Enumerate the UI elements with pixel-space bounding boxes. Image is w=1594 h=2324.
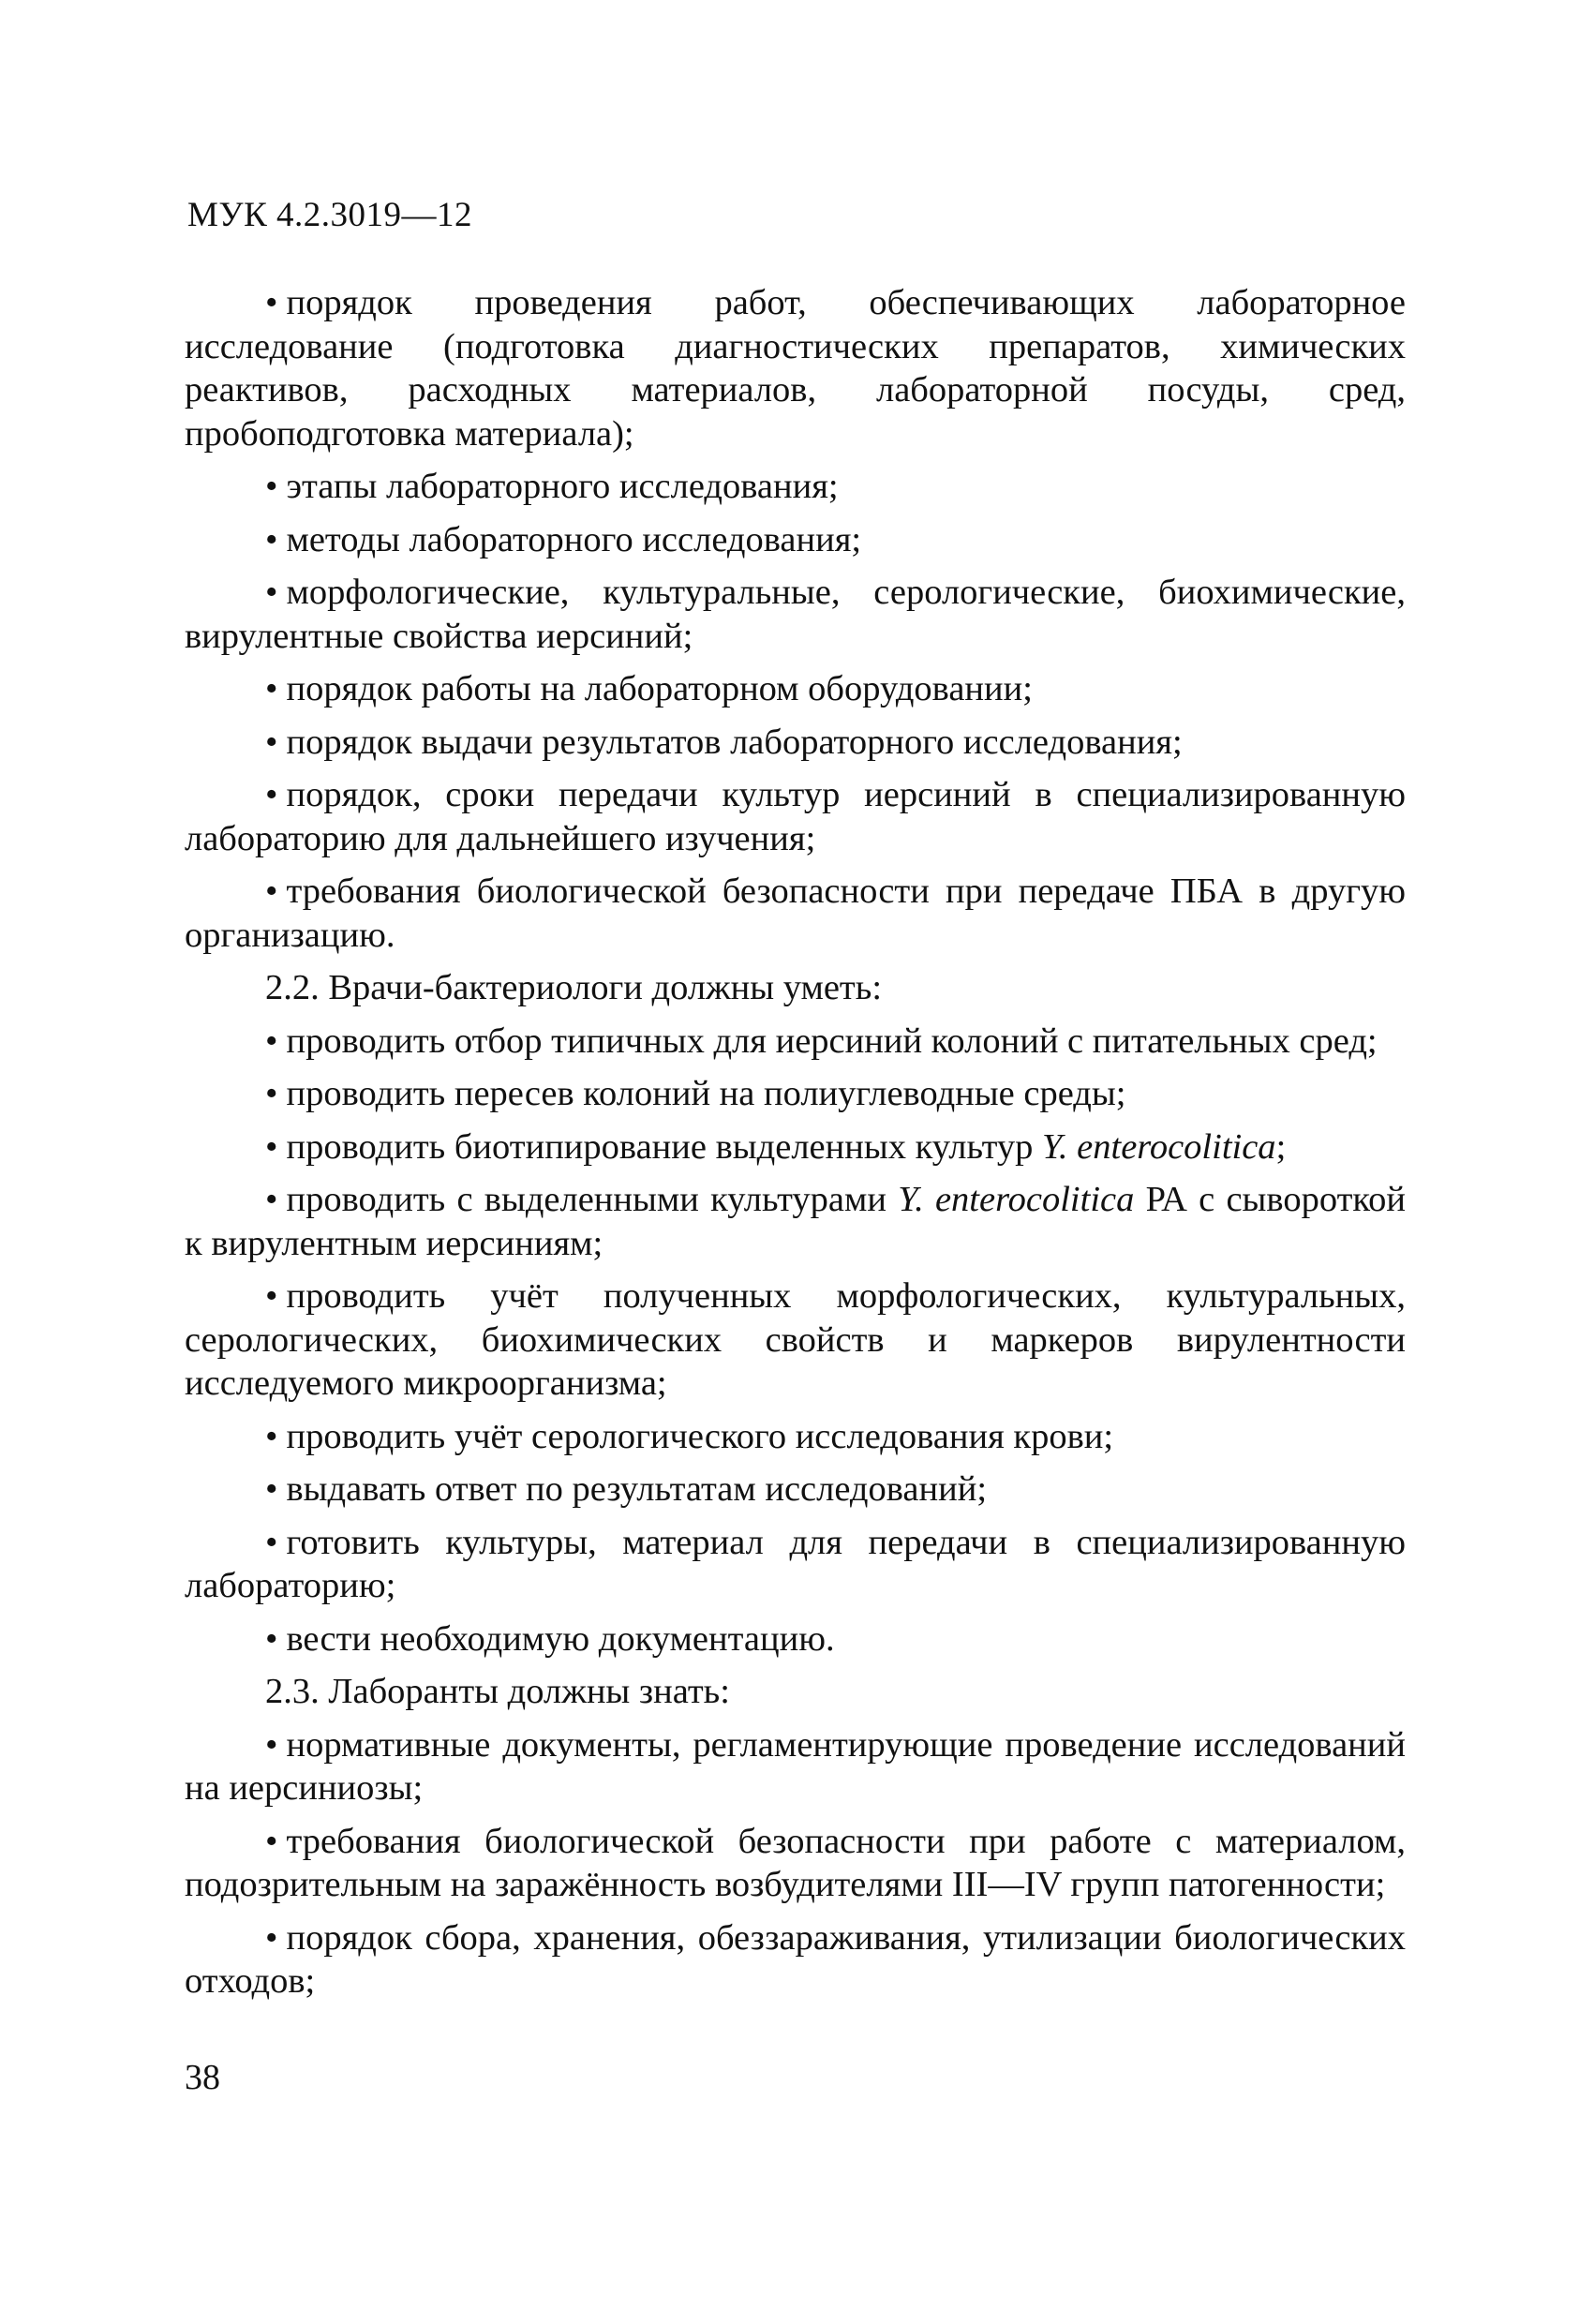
paragraph-text: порядок работы на лабораторном оборудовании; bbox=[286, 669, 1033, 708]
paragraph bbox=[185, 1020, 1406, 1064]
paragraph bbox=[185, 281, 1406, 455]
species-name: Y. enterocolitica bbox=[898, 1180, 1135, 1219]
bullet-icon: • bbox=[265, 573, 278, 612]
paragraph-text: проводить биотипирование выделенных культур bbox=[286, 1126, 1043, 1167]
paragraph-text: требования биологической безопасности при работе с материалом, подозрительным на заражённость возбудителями III—IV групп патогенности; bbox=[185, 1821, 1406, 1904]
paragraph bbox=[185, 1178, 1406, 1265]
paragraph-text: морфологические, культуральные, серологические, биохимические, вирулентные свойства иерсиний; bbox=[185, 573, 1406, 656]
bullet-icon: • bbox=[265, 872, 278, 911]
bullet-icon: • bbox=[265, 1074, 278, 1113]
bullet-icon: • bbox=[265, 669, 278, 708]
document-header: МУК 4.2.3019—12 bbox=[187, 196, 473, 234]
paragraph bbox=[185, 870, 1406, 957]
paragraph-text: этапы лабораторного исследования; bbox=[286, 467, 839, 506]
paragraph-text: проводить пересев колоний на полиуглеводные среды; bbox=[286, 1074, 1126, 1113]
paragraph bbox=[185, 1521, 1406, 1608]
bullet-icon: • bbox=[265, 1020, 278, 1061]
paragraph-text: проводить учёт серологического исследования крови; bbox=[286, 1416, 1114, 1456]
paragraph bbox=[185, 721, 1406, 765]
paragraph bbox=[185, 773, 1406, 860]
section-heading-text: 2.3. Лаборанты должны знать: bbox=[265, 1672, 730, 1711]
paragraph-text: проводить с выделенными культурами bbox=[286, 1180, 899, 1219]
bullet-icon: • bbox=[265, 1618, 278, 1659]
bullet-icon: • bbox=[265, 1821, 278, 1861]
section-heading-2-3 bbox=[185, 1670, 1406, 1714]
bullet-icon: • bbox=[265, 1126, 278, 1167]
bullet-icon: • bbox=[265, 1276, 278, 1316]
paragraph-text: порядок выдачи результатов лабораторного исследования; bbox=[286, 722, 1183, 762]
paragraph-text: требования биологической безопасности при передаче ПБА в другую организацию. bbox=[185, 872, 1406, 955]
document-body bbox=[185, 281, 1406, 2013]
paragraph bbox=[185, 667, 1406, 711]
bullet-icon: • bbox=[265, 1469, 278, 1509]
species-name: Y. enterocolitica bbox=[1042, 1126, 1276, 1167]
paragraph bbox=[185, 1617, 1406, 1661]
paragraph-text: выдавать ответ по результатам исследований; bbox=[286, 1469, 988, 1509]
paragraph-text: вести необходимую документацию. bbox=[286, 1618, 835, 1659]
paragraph-text: проводить учёт полученных морфологических, культуральных, серологических, биохимических свойств и маркеров вирулентности исследуемого микроорганизма; bbox=[185, 1276, 1406, 1403]
paragraph-text: методы лабораторного исследования; bbox=[286, 519, 862, 559]
paragraph-text: готовить культуры, материал для передачи в специализированную лабораторию; bbox=[185, 1522, 1406, 1605]
bullet-icon: • bbox=[265, 1724, 278, 1765]
paragraph bbox=[185, 1274, 1406, 1406]
section-heading-2-2 bbox=[185, 966, 1406, 1010]
bullet-icon: • bbox=[265, 1917, 278, 1958]
paragraph-text: ; bbox=[1275, 1126, 1287, 1167]
paragraph-text: порядок проведения работ, обеспечивающих лабораторное исследование (подготовка диагностических препаратов, химических реактивов, расходных материалов, лабораторной посуды, сред, пробоподготовка материала); bbox=[185, 283, 1406, 454]
bullet-icon: • bbox=[265, 1522, 278, 1562]
bullet-icon: • bbox=[265, 1180, 278, 1219]
paragraph bbox=[185, 465, 1406, 509]
paragraph-text: РА с сывороткой к вирулентным иерсиниям; bbox=[185, 1180, 1406, 1263]
paragraph-text: проводить отбор типичных для иерсиний колоний с питательных сред; bbox=[286, 1020, 1378, 1061]
paragraph bbox=[185, 1125, 1406, 1169]
bullet-icon: • bbox=[265, 722, 278, 762]
paragraph bbox=[185, 1467, 1406, 1512]
paragraph bbox=[185, 1723, 1406, 1810]
paragraph bbox=[185, 1072, 1406, 1116]
bullet-icon: • bbox=[265, 519, 278, 559]
section-heading-text: 2.2. Врачи-бактериологи должны уметь: bbox=[265, 968, 883, 1007]
paragraph-text: порядок сбора, хранения, обеззараживания, утилизации биологических отходов; bbox=[185, 1917, 1406, 2001]
paragraph bbox=[185, 1415, 1406, 1459]
paragraph bbox=[185, 1916, 1406, 2004]
bullet-icon: • bbox=[265, 283, 278, 322]
bullet-icon: • bbox=[265, 775, 278, 814]
paragraph-text: нормативные документы, регламентирующие проведение исследований на иерсиниозы; bbox=[185, 1724, 1406, 1808]
paragraph bbox=[185, 518, 1406, 562]
page-number: 38 bbox=[185, 2058, 220, 2097]
paragraph bbox=[185, 1820, 1406, 1907]
paragraph bbox=[185, 571, 1406, 658]
bullet-icon: • bbox=[265, 467, 278, 506]
bullet-icon: • bbox=[265, 1416, 278, 1456]
paragraph-text: порядок, сроки передачи культур иерсиний в специализированную лабораторию для дальнейшего изучения; bbox=[185, 775, 1406, 858]
